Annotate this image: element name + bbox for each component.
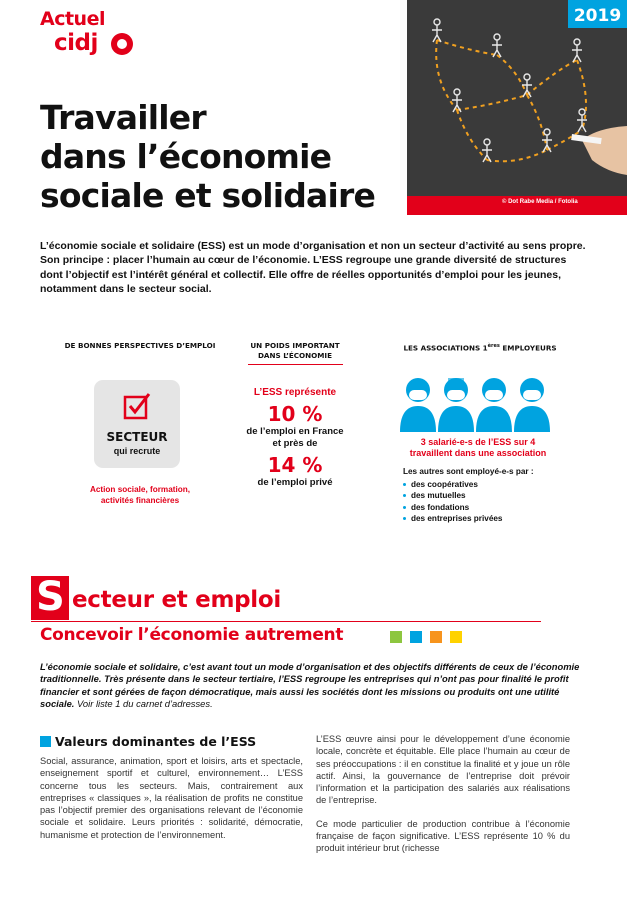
recruiting-sector-card: [94, 380, 180, 468]
right-paragraph: L’ESS œuvre ainsi pour le développement d’une économie locale, concrète et équitable. Elle place l’humain au cœur de ses préoccupations : il en constitue la finalité et y joue un rôle actif. Ainsi, la gouvernance de l’entreprise doit prévoir l’information et la participation des salariés aux réalisations de l’entreprise.: [316, 734, 570, 806]
col2-heading-rule: [248, 364, 343, 365]
col1-note: [60, 484, 220, 506]
associations-share-line: travaillent dans une association: [409, 448, 547, 458]
checkbox-icon: [122, 391, 152, 421]
col3-heading: LES ASSOCIATIONS 1ères EMPLOYEURS: [403, 343, 557, 353]
card-title: SECTEUR: [106, 430, 168, 444]
title-line: sociale et solidaire: [40, 176, 376, 215]
list-item: des fondations: [403, 502, 583, 514]
yellow-square-icon: [450, 631, 462, 643]
ess-weight-stats: [240, 387, 350, 489]
bullet-icon: [403, 483, 406, 486]
header-photo: [407, 0, 627, 215]
title-line: dans l’économie: [40, 137, 332, 176]
associations-share: [383, 437, 573, 459]
cidj-logo: [40, 8, 140, 68]
lead-paragraph: [40, 661, 588, 710]
section-subtitle: Concevoir l’économie autrement: [40, 625, 344, 645]
intro-paragraph: L’économie sociale et solidaire (ESS) est un mode d’organisation et non un secteur d’activité au sens propre. Son principe : placer l’humain au cœur de l’économie. L’ESS regroupe une grande diversité de structures dont l’objectif est l’intérêt général et collectif. Elle offre de réelles opportunités d’emploi pour les jeunes, notamment dans le secteur social.: [40, 240, 586, 296]
network-chalk-illustration: [407, 0, 627, 215]
right-column: [316, 733, 570, 866]
green-square-icon: [390, 631, 402, 643]
values-heading: Valeurs dominantes de l’ESS: [40, 734, 256, 749]
photo-credit: © Dot Rabe Media / Fotolia: [502, 199, 578, 205]
list-item: des coopératives: [403, 479, 583, 491]
stat-intro: L’ESS représente: [253, 387, 337, 398]
col2-heading: [240, 341, 350, 365]
logo-line2: cidj: [54, 30, 98, 56]
logo-line1: Actuel: [40, 8, 105, 30]
year-badge: 2019: [568, 0, 627, 28]
associations-share-line: 3 salarié-e-s de l’ESS sur 4: [420, 437, 536, 447]
lead-text: L’économie sociale et solidaire, c’est avant tout un mode d’organisation et des objectifs différents de ceux de l’économie traditionnelle. Très présente dans le secteur tertiaire, l’ESS regroupe les entreprises qui n’ont pas pour finalité le profit financier et sont gérées de façon démocratique, mais aussi les sociétés dont les missions ou produits ont une utilité sociale.: [40, 661, 580, 709]
employees-people-icon: [400, 376, 550, 432]
logo-camera-icon: [111, 33, 133, 55]
stat-label: de l’emploi en France: [246, 426, 344, 437]
col1-heading: DE BONNES PERSPECTIVES D’EMPLOI: [64, 341, 216, 350]
other-employers-intro: Les autres sont employé-e-s par :: [403, 467, 534, 476]
bullet-icon: [403, 517, 406, 520]
page-title: [40, 98, 375, 215]
orange-square-icon: [430, 631, 442, 643]
title-line: Travailler: [40, 98, 206, 137]
values-paragraph: Social, assurance, animation, sport et loisirs, arts et spectacle, enseignement sportif et culturel, environnement… L’ESS concerne tous les secteurs. Mais, contrairement aux entreprises « classiques », la réalisation de profits ne constitue pas l’objectif premier des organisations relevant de l’économie sociale et solidaire. Leurs priorités : solidarité, démocratie, humanisme et protection de l’environnement.: [40, 756, 303, 840]
stat-label: de l’emploi privé: [257, 477, 333, 488]
col1-note-line: Action sociale, formation,: [89, 485, 191, 494]
col2-heading-line: UN POIDS IMPORTANT: [250, 341, 340, 350]
list-item: des mutuelles: [403, 490, 583, 502]
section-title: ecteur et emploi: [72, 587, 281, 613]
blue-square-icon: [40, 736, 51, 747]
right-paragraph: Ce mode particulier de production contribue à l’économie française de façon significative. L’ESS représente 10 % du produit intérieur brut (richesse: [316, 818, 570, 854]
other-employers-list: [403, 466, 583, 525]
section-rule: [31, 621, 541, 622]
card-subtitle: qui recrute: [113, 446, 161, 456]
lead-reference: Voir liste 1 du carnet d’adresses.: [77, 697, 213, 709]
stat-connector: et près de: [272, 438, 318, 449]
bullet-icon: [403, 494, 406, 497]
col2-heading-line: DANS L’ÉCONOMIE: [257, 351, 333, 360]
stat-value-private: 14 %: [267, 453, 323, 477]
col1-note-line: activités financières: [100, 496, 180, 505]
stat-value-employment: 10 %: [267, 402, 323, 426]
section-initial-box: [31, 576, 69, 620]
section-initial-letter: S: [36, 574, 65, 620]
bullet-icon: [403, 506, 406, 509]
blue-square-icon: [410, 631, 422, 643]
list-item: des entreprises privées: [403, 513, 583, 525]
